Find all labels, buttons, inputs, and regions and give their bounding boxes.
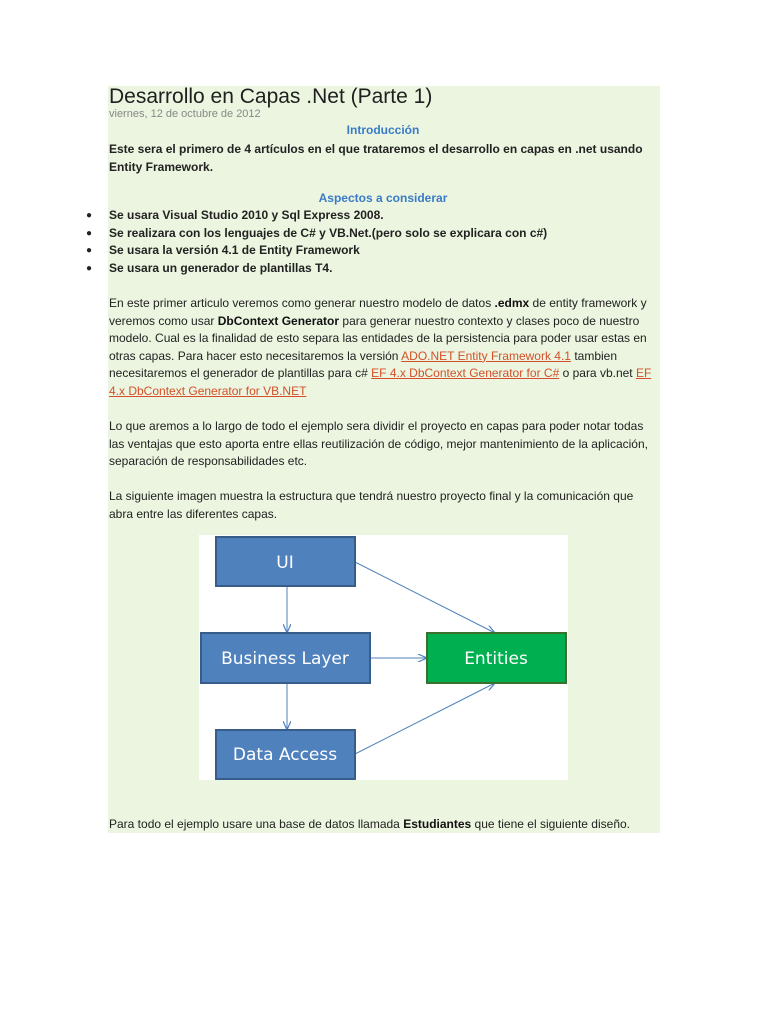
paragraph-edmx: En este primer articulo veremos como generar nuestro modelo de datos .edmx de entity framework y veremos como usar DbContext Generator para generar nuestro contexto y clases poco de nuestro modelo. Cual es la finalidad de esto separa las entidades de la persistencia para poder usar estas en otras capas. Para hacer esto necesitaremos la versión ADO.NET Entity Framework 4.1 tambien necesitaremos el generador de plantillas para c# EF 4.x DbContext Generator for C# o para vb.net EF 4.x DbContext Generator for VB.NET [109, 296, 652, 398]
aspects-list [86, 207, 547, 277]
bullet-icon: ● [86, 227, 93, 239]
bullet-icon: ● [86, 210, 93, 221]
architecture-diagram [199, 535, 568, 780]
link-ef-vbnet-generator[interactable]: EF 4.x DbContext Generator for VB.NET [109, 366, 652, 398]
paragraph-database: Para todo el ejemplo usare una base de datos llamada Estudiantes que tiene el siguiente diseño. [109, 817, 631, 831]
intro-heading: Introducción [346, 123, 420, 137]
svg-text:Entities: Entities [464, 649, 528, 669]
paragraph-layers: Lo que aremos a lo largo de todo el ejemplo sera dividir el proyecto en capas para poder notar todas las ventajas que esto aporta entre ellas reutilización de código, mejor mantenimiento de la aplicación, separación de responsabilidades etc. [109, 419, 648, 469]
intro-text: Este sera el primero de 4 artículos en el que trataremos el desarrollo en capas en .net usando Entity Framework. [109, 142, 643, 174]
list-item: ● Se usara la versión 4.1 de Entity Framework [86, 242, 547, 260]
link-ef-csharp-generator[interactable]: EF 4.x DbContext Generator for C# [371, 366, 560, 381]
arrow-ui-to-entities [355, 562, 495, 633]
link-ado-net-ef[interactable]: ADO.NET Entity Framework 4.1 [401, 348, 571, 363]
node-data-access [216, 730, 355, 779]
node-business-layer [201, 633, 370, 683]
bullet-icon: ● [86, 245, 93, 256]
article-title: Desarrollo en Capas .Net (Parte 1) [109, 85, 433, 108]
bullet-icon: ● [86, 262, 93, 274]
svg-text:Business Layer: Business Layer [221, 649, 349, 669]
list-item: ● Se realizara con los lenguajes de C# y VB.Net.(pero solo se explicara con c#) [86, 225, 547, 243]
arrow-data-to-entities [355, 683, 495, 754]
svg-text:UI: UI [276, 553, 294, 573]
aspects-heading: Aspectos a considerar [318, 191, 448, 205]
list-item: ● Se usara un generador de plantillas T4. [86, 260, 547, 278]
node-ui [216, 537, 355, 586]
list-item: ● Se usara Visual Studio 2010 y Sql Express 2008. [86, 207, 547, 225]
article-date: viernes, 12 de octubre de 2012 [109, 108, 261, 120]
svg-text:Data Access: Data Access [232, 745, 338, 765]
paragraph-image-intro: La siguiente imagen muestra la estructura que tendrá nuestro proyecto final y la comunicación que abra entre las diferentes capas. [109, 489, 634, 521]
node-entities [427, 633, 566, 683]
